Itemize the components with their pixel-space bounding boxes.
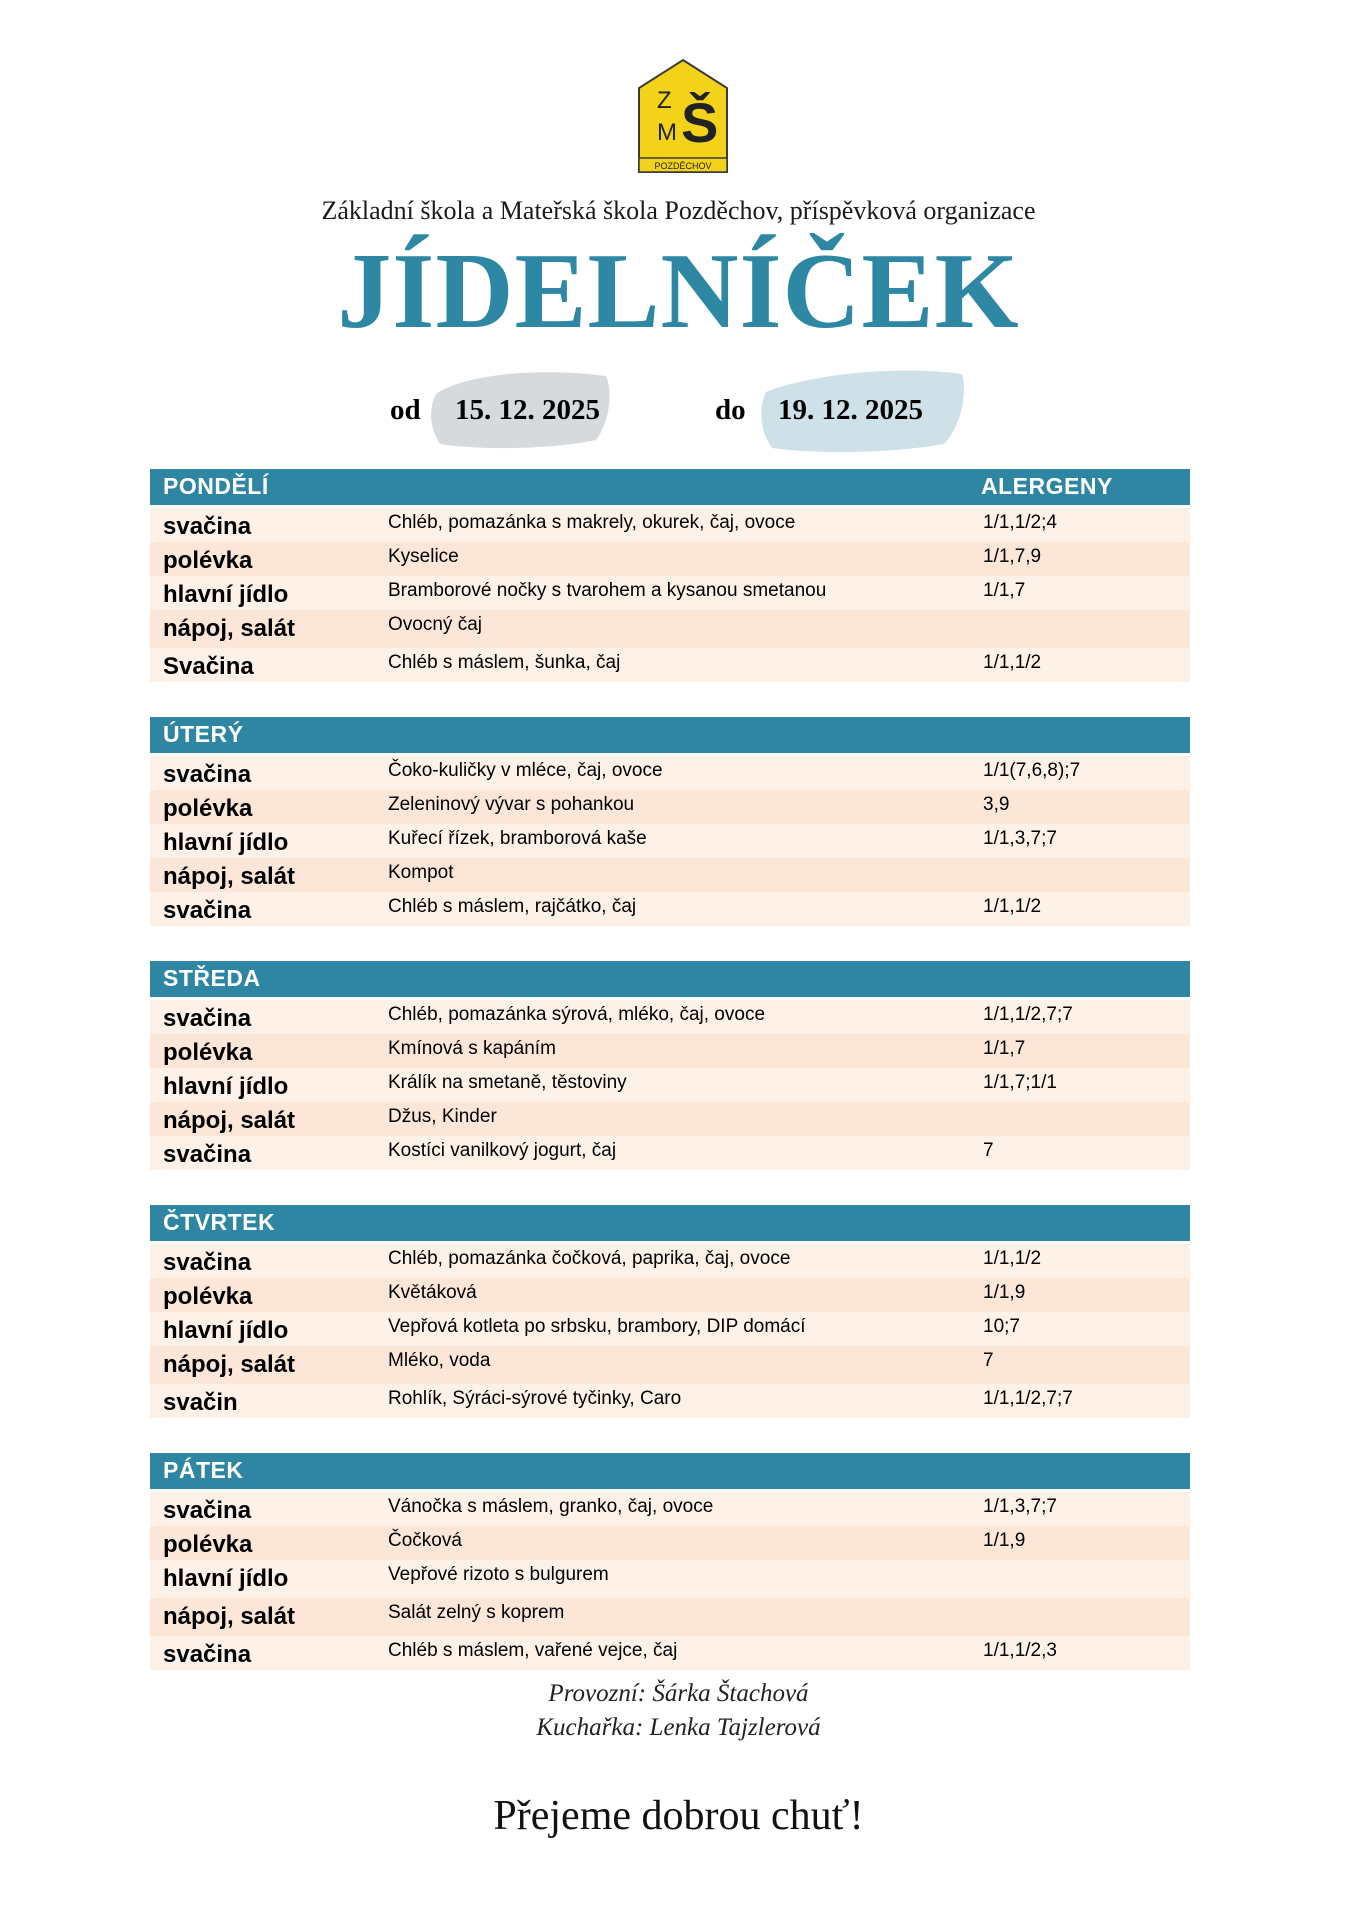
- meal-category: nápoj, salát: [163, 863, 296, 890]
- menu-row: [150, 610, 1190, 648]
- meal-description: Kompot: [388, 862, 454, 883]
- meal-allergens: 1/1,1/2: [983, 896, 1042, 917]
- cook-name: Kuchařka: Lenka Tajzlerová: [536, 1714, 821, 1741]
- meal-description: Rohlík, Sýráci-sýrové tyčinky, Caro: [388, 1388, 682, 1409]
- closing-wish: Přejeme dobrou chuť!: [493, 1793, 864, 1839]
- day-header: [150, 961, 1190, 1000]
- menu-row: [150, 1136, 1190, 1170]
- weekly-menu: [150, 469, 1190, 1705]
- meal-category: svačina: [163, 1497, 252, 1524]
- day-header: [150, 1453, 1190, 1492]
- day-header: [150, 1205, 1190, 1244]
- meal-description: Chléb s máslem, vařené vejce, čaj: [388, 1640, 678, 1661]
- meal-description: Kuřecí řízek, bramborová kaše: [388, 828, 647, 849]
- meal-category: hlavní jídlo: [163, 1073, 289, 1100]
- meal-description: Chléb s máslem, rajčátko, čaj: [388, 896, 637, 917]
- date-from-label: od: [390, 394, 421, 426]
- meal-description: Čoko-kuličky v mléce, čaj, ovoce: [388, 760, 663, 781]
- day-thursday: [150, 1205, 1190, 1418]
- menu-row: [150, 1278, 1190, 1312]
- menu-row: [150, 1560, 1190, 1598]
- meal-allergens: 3,9: [983, 794, 1010, 815]
- meal-category: polévka: [163, 1283, 253, 1310]
- meal-description: Mléko, voda: [388, 1350, 491, 1371]
- menu-row: [150, 858, 1190, 892]
- meal-allergens: 1/1(7,6,8);7: [983, 760, 1081, 781]
- menu-row: [150, 1526, 1190, 1560]
- meal-allergens: 10;7: [983, 1316, 1020, 1337]
- meal-description: Zeleninový vývar s pohankou: [388, 794, 635, 815]
- meal-category: nápoj, salát: [163, 1107, 296, 1134]
- meal-category: nápoj, salát: [163, 1603, 296, 1630]
- meal-description: Kostíci vanilkový jogurt, čaj: [388, 1140, 617, 1161]
- meal-category: svačina: [163, 761, 252, 788]
- meal-description: Chléb s máslem, šunka, čaj: [388, 652, 621, 673]
- menu-row: [150, 824, 1190, 858]
- meal-category: svačina: [163, 1005, 252, 1032]
- menu-row: [150, 756, 1190, 790]
- meal-category: svačin: [163, 1389, 238, 1416]
- menu-row: [150, 1244, 1190, 1278]
- meal-description: Vepřová kotleta po srbsku, brambory, DIP domácí: [388, 1316, 806, 1337]
- meal-description: Džus, Kinder: [388, 1106, 497, 1127]
- meal-category: hlavní jídlo: [163, 829, 289, 856]
- meal-description: Kyselice: [388, 546, 459, 567]
- meal-category: polévka: [163, 1531, 253, 1558]
- meal-description: Chléb, pomazánka sýrová, mléko, čaj, ovoce: [388, 1004, 766, 1025]
- meal-description: Vánočka s máslem, granko, čaj, ovoce: [388, 1496, 714, 1517]
- day-friday: [150, 1453, 1190, 1670]
- day-header: [150, 717, 1190, 756]
- meal-allergens: 1/1,1/2: [983, 652, 1042, 673]
- meal-description: Kmínová s kapáním: [388, 1038, 556, 1059]
- meal-category: hlavní jídlo: [163, 1317, 289, 1344]
- meal-allergens: 1/1,9: [983, 1282, 1026, 1303]
- meal-allergens: 1/1,1/2,3: [983, 1640, 1057, 1661]
- meal-category: Svačina: [163, 653, 254, 680]
- meal-description: Chléb, pomazánka čočková, paprika, čaj, ovoce: [388, 1248, 791, 1269]
- meal-category: polévka: [163, 1039, 253, 1066]
- school-name: Základní škola a Mateřská škola Pozděchov, příspěvková organizace: [321, 196, 1036, 225]
- meal-description: Vepřové rizoto s bulgurem: [388, 1564, 609, 1585]
- day-tuesday: [150, 717, 1190, 926]
- menu-row: [150, 648, 1190, 682]
- menu-row: [150, 1000, 1190, 1034]
- meal-category: hlavní jídlo: [163, 581, 289, 608]
- school-logo: [637, 58, 729, 174]
- logo-letter-s: Š: [681, 91, 719, 154]
- menu-row: [150, 1346, 1190, 1384]
- meal-category: svačina: [163, 1249, 252, 1276]
- menu-row: [150, 790, 1190, 824]
- meal-allergens: 1/1,1/2,7;7: [983, 1004, 1073, 1025]
- meal-category: svačina: [163, 897, 252, 924]
- meal-description: Květáková: [388, 1282, 477, 1303]
- page-title: JÍDELNÍČEK: [337, 232, 1020, 351]
- meal-category: polévka: [163, 547, 253, 574]
- day-name: STŘEDA: [163, 965, 261, 991]
- day-name: ÚTERÝ: [163, 721, 244, 747]
- meal-allergens: 1/1,7: [983, 1038, 1026, 1059]
- menu-row: [150, 1312, 1190, 1346]
- menu-row: [150, 1384, 1190, 1418]
- menu-row: [150, 576, 1190, 610]
- menu-row: [150, 1102, 1190, 1136]
- logo-caption: POZDĚCHOV: [654, 161, 712, 171]
- menu-row: [150, 1034, 1190, 1068]
- meal-allergens: 1/1,7: [983, 580, 1026, 601]
- operator-name: Provozní: Šárka Štachová: [548, 1680, 809, 1707]
- meal-category: svačina: [163, 1641, 252, 1668]
- meal-allergens: 1/1,1/2;4: [983, 512, 1057, 533]
- meal-category: nápoj, salát: [163, 615, 296, 642]
- menu-row: [150, 508, 1190, 542]
- menu-row: [150, 1598, 1190, 1636]
- day-name: PONDĚLÍ: [163, 473, 269, 499]
- meal-description: Salát zelný s koprem: [388, 1602, 565, 1623]
- meal-allergens: 7: [983, 1140, 994, 1161]
- meal-allergens: 1/1,3,7;7: [983, 828, 1057, 849]
- logo-letter-z: Z: [657, 87, 672, 114]
- date-to-label: do: [715, 394, 746, 426]
- meal-category: nápoj, salát: [163, 1351, 296, 1378]
- meal-category: hlavní jídlo: [163, 1565, 289, 1592]
- day-wednesday: [150, 961, 1190, 1170]
- meal-allergens: 7: [983, 1350, 994, 1371]
- menu-row: [150, 892, 1190, 926]
- meal-allergens: 1/1,7;1/1: [983, 1072, 1057, 1093]
- meal-description: Králík na smetaně, těstoviny: [388, 1072, 627, 1093]
- meal-description: Chléb, pomazánka s makrely, okurek, čaj, ovoce: [388, 512, 796, 533]
- meal-description: Čočková: [388, 1530, 462, 1551]
- day-monday: [150, 469, 1190, 682]
- date-range: [0, 364, 1357, 454]
- menu-row: [150, 1068, 1190, 1102]
- day-name: PÁTEK: [163, 1457, 244, 1483]
- day-name: ČTVRTEK: [163, 1209, 276, 1235]
- menu-row: [150, 1636, 1190, 1670]
- menu-row: [150, 542, 1190, 576]
- meal-allergens: 1/1,1/2: [983, 1248, 1042, 1269]
- allergens-header: ALERGENY: [981, 473, 1113, 499]
- meal-allergens: 1/1,3,7;7: [983, 1496, 1057, 1517]
- meal-category: svačina: [163, 513, 252, 540]
- meal-allergens: 1/1,1/2,7;7: [983, 1388, 1073, 1409]
- date-from: 15. 12. 2025: [455, 394, 600, 426]
- logo-letter-m: M: [657, 119, 677, 146]
- meal-allergens: 1/1,9: [983, 1530, 1026, 1551]
- meal-category: polévka: [163, 795, 253, 822]
- menu-row: [150, 1492, 1190, 1526]
- meal-allergens: 1/1,7,9: [983, 546, 1042, 567]
- meal-description: Bramborové nočky s tvarohem a kysanou smetanou: [388, 580, 827, 601]
- meal-category: svačina: [163, 1141, 252, 1168]
- day-header: [150, 469, 1190, 508]
- date-to: 19. 12. 2025: [778, 394, 923, 426]
- meal-description: Ovocný čaj: [388, 614, 482, 635]
